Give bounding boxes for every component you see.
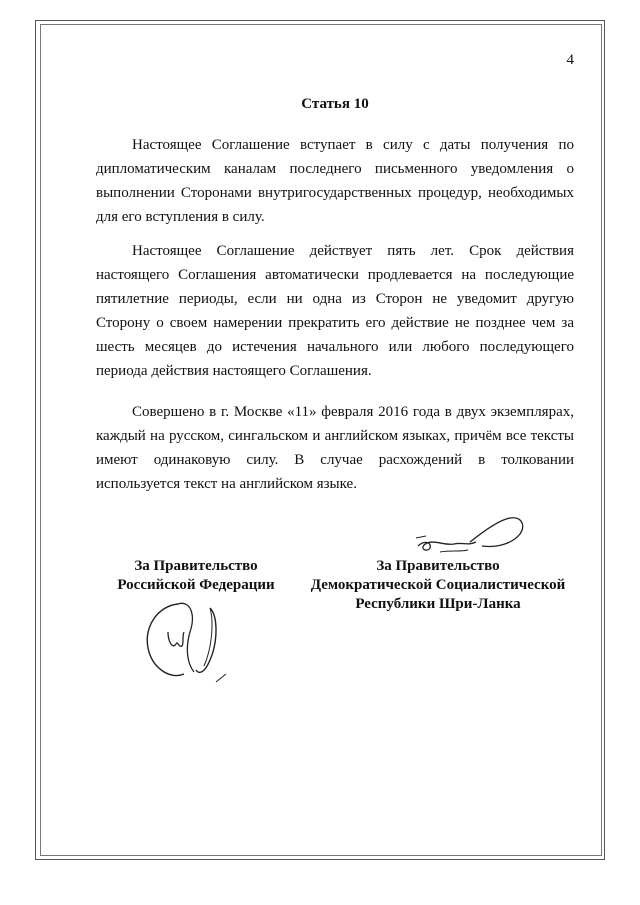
paragraph-text: Настоящее Соглашение вступает в силу с даты получения по дипломатическим каналам последнего письменного уведомления о выполнении Сторонами внутригосударственных процедур, необходимых для его вступления в силу. <box>96 137 574 225</box>
article-title: Статья 10 <box>301 96 369 112</box>
signatory-line: Российской Федерации <box>117 577 275 593</box>
paragraph-done-at <box>96 400 574 496</box>
signatory-block-russia <box>96 557 296 595</box>
paragraph-text: Совершено в г. Москве «11» февраля 2016 года в двух экземплярах, каждый на русском, сингальском и английском языках, причём все тексты имеют одинаковую силу. В случае расхождений в толковании используется текст на английском языке. <box>96 404 574 492</box>
paragraph-entry-into-force <box>96 133 574 229</box>
signatory-line: За Правительство <box>134 558 258 574</box>
paragraph-duration <box>96 239 574 383</box>
signatory-line: Республики Шри-Ланка <box>355 596 521 612</box>
signature-left-image <box>138 592 238 688</box>
paragraph-text: Настоящее Соглашение действует пять лет. Срок действия настоящего Соглашения автоматически продлевается на последующие пятилетние периоды, если ни одна из Сторон не уведомит другую Сторону о своем намерении прекратить его действие не позднее чем за шесть месяцев до истечения начального или любого последующего периода действия настоящего Соглашения. <box>96 243 574 379</box>
signature-right-image <box>410 512 530 558</box>
page-number: 4 <box>566 52 574 68</box>
signatory-line: Демократической Социалистической <box>310 577 566 593</box>
signatory-line: За Правительство <box>376 558 500 574</box>
signatory-block-sri-lanka <box>296 557 580 614</box>
